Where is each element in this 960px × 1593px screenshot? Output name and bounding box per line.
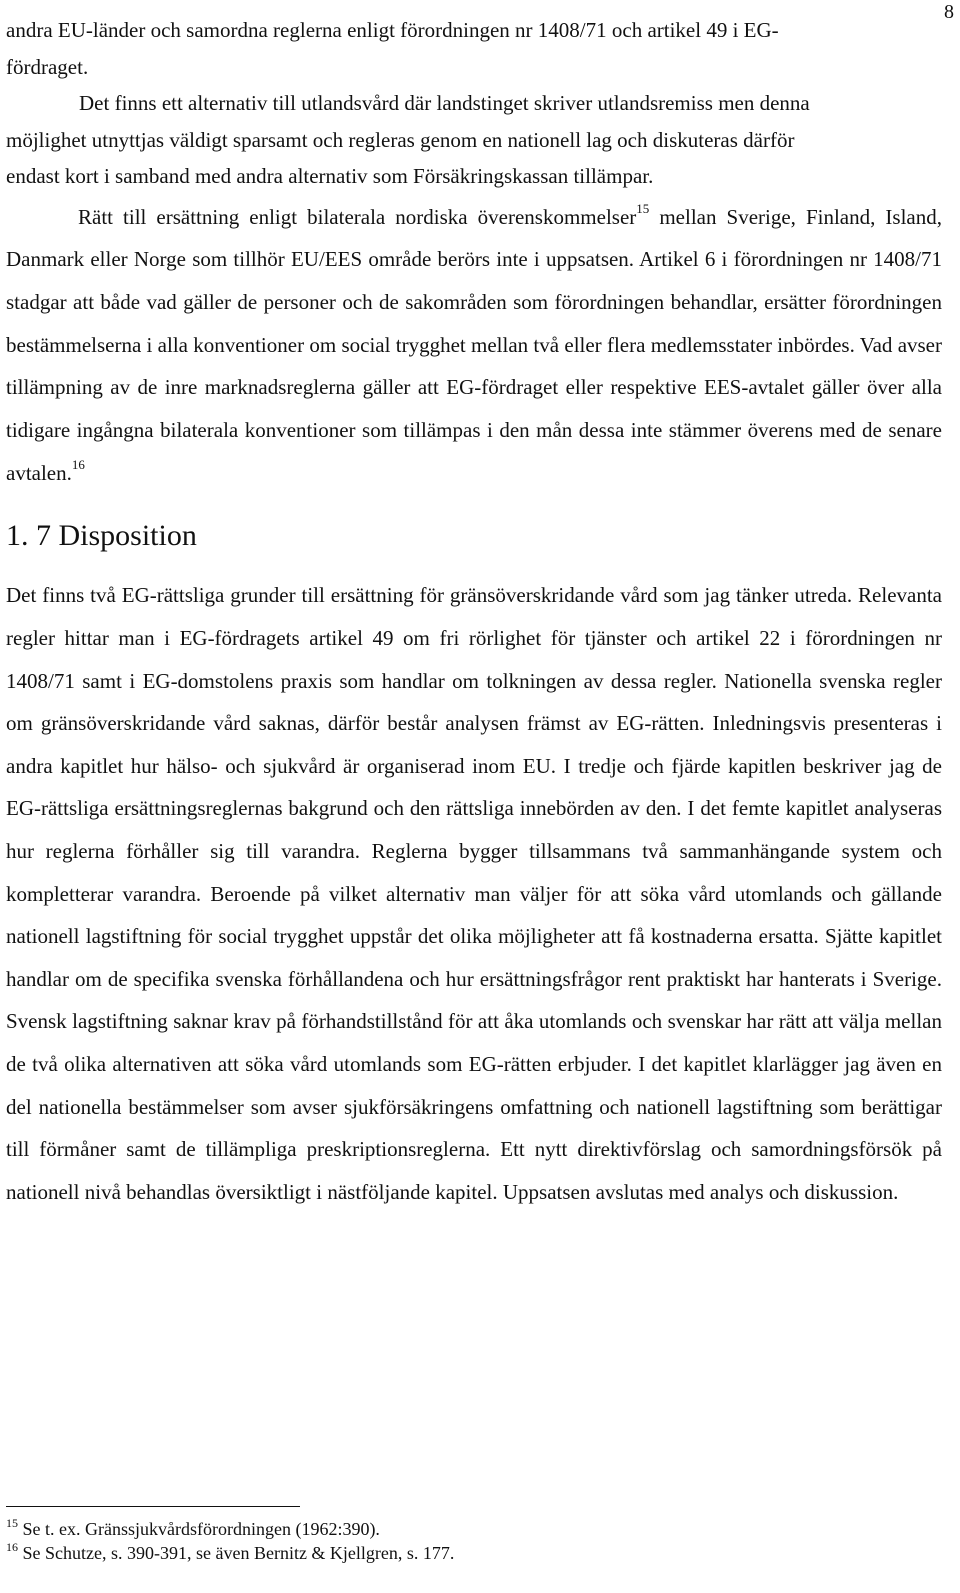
text-line: Det finns ett alternativ till utlandsvård där landstinget skriver utlandsremiss men denna	[79, 91, 810, 115]
page-content	[6, 12, 942, 1213]
footnote-number: 15	[6, 1516, 18, 1530]
paragraph-intro	[6, 12, 942, 195]
footnote-16	[6, 1541, 942, 1565]
page-number: 8	[944, 1, 954, 23]
footnote-text: Se t. ex. Gränssjukvårdsförordningen (1962:390).	[18, 1519, 380, 1539]
footnote-text: Se Schutze, s. 390-391, se även Bernitz & Kjellgren, s. 177.	[18, 1543, 455, 1563]
text-line: möjlighet utnyttjas väldigt sparsamt och regleras genom en nationell lag och diskuteras därför	[6, 127, 795, 152]
paragraph-bilateral	[6, 196, 942, 495]
footnotes	[6, 1517, 942, 1565]
footnote-number: 16	[6, 1540, 18, 1554]
footnote-15	[6, 1517, 942, 1541]
paragraph-disposition: Det finns två EG-rättsliga grunder till ersättning för gränsöverskridande vård som jag tänker utreda. Relevanta regler hittar man i EG-fördragets artikel 49 om fri rörlighet för tjänster och artikel 22 i förordningen nr 1408/71 samt i EG-domstolens praxis som handlar om tolkningen av dessa regler. Nationella svenska regler om gränsöverskridande vård saknas, därför består analysen främst av EG-rätten. Inledningsvis presenteras i andra kapitlet hur hälso- och sjukvård är organiserad inom EU. I tredje och fjärde kapitlen beskriver jag de EG-rättsliga ersättningsreglernas bakgrund och den rättsliga innebörden av den. I det femte kapitlet analyseras hur reglerna förhåller sig till varandra. Reglerna bygger tillsammans två sammanhängande system och kompletterar varandra. Beroende på vilket alternativ man väljer för att söka vård utomlands och gällande nationell lagstiftning för social trygghet uppstår det olika möjligheter att få kostnaderna ersatta. Sjätte kapitlet handlar om de specifika svenska förhållandena och hur ersättningsfrågor rent praktiskt har hanterats i Sverige. Svensk lagstiftning saknar krav på förhandstillstånd för att åka utomlands och svenskar har rätt att välja mellan de två olika alternativen att söka vård utomlands som EG-rätten erbjuder. I det kapitlet klarlägger jag även en del nationella bestämmelser som avser sjukförsäkringens omfattning och nationell lagstiftning som berättigar till förmåner samt de tillämpliga preskriptionsreglerna. Ett nytt direktivförslag och samordningsförsök på nationell nivå behandlas översiktligt i nästföljande kapitel. Uppsatsen avslutas med analys och diskussion.	[6, 583, 942, 1204]
text-line: fördraget.	[6, 54, 89, 79]
text-run: Rätt till ersättning enligt bilaterala nordiska överenskommelser	[78, 204, 637, 229]
text-line: endast kort i samband med andra alternativ som Försäkringskassan tillämpar.	[6, 164, 654, 188]
text-run: mellan Sverige, Finland, Island, Danmark eller Norge som tillhör EU/EES område berörs inte i uppsatsen. Artikel 6 i förordningen nr 1408/71 stadgar att både vad gäller de personer och de sakområden som förordningen behandlar, ersätter förordningen bestämmelserna i alla konventioner om social trygghet mellan två eller flera medlemsstater inbördes. Vad avser tillämpning av de inre marknadsreglerna gäller att EG-fördraget eller respektive EES-avtalet gäller över alla tidigare ingångna bilaterala konventioner som tillämpas i den mån dessa inte stämmer överens med de senare avtalen.	[6, 204, 942, 485]
text-line: andra EU-länder och samordna reglerna enligt förordningen nr 1408/71 och artikel 49 i EG-	[6, 18, 779, 42]
footnote-ref[interactable]: 16	[71, 456, 85, 472]
footnote-divider	[6, 1506, 300, 1507]
section-heading: 1. 7 Disposition	[6, 519, 197, 553]
footnote-ref[interactable]: 15	[636, 200, 650, 216]
